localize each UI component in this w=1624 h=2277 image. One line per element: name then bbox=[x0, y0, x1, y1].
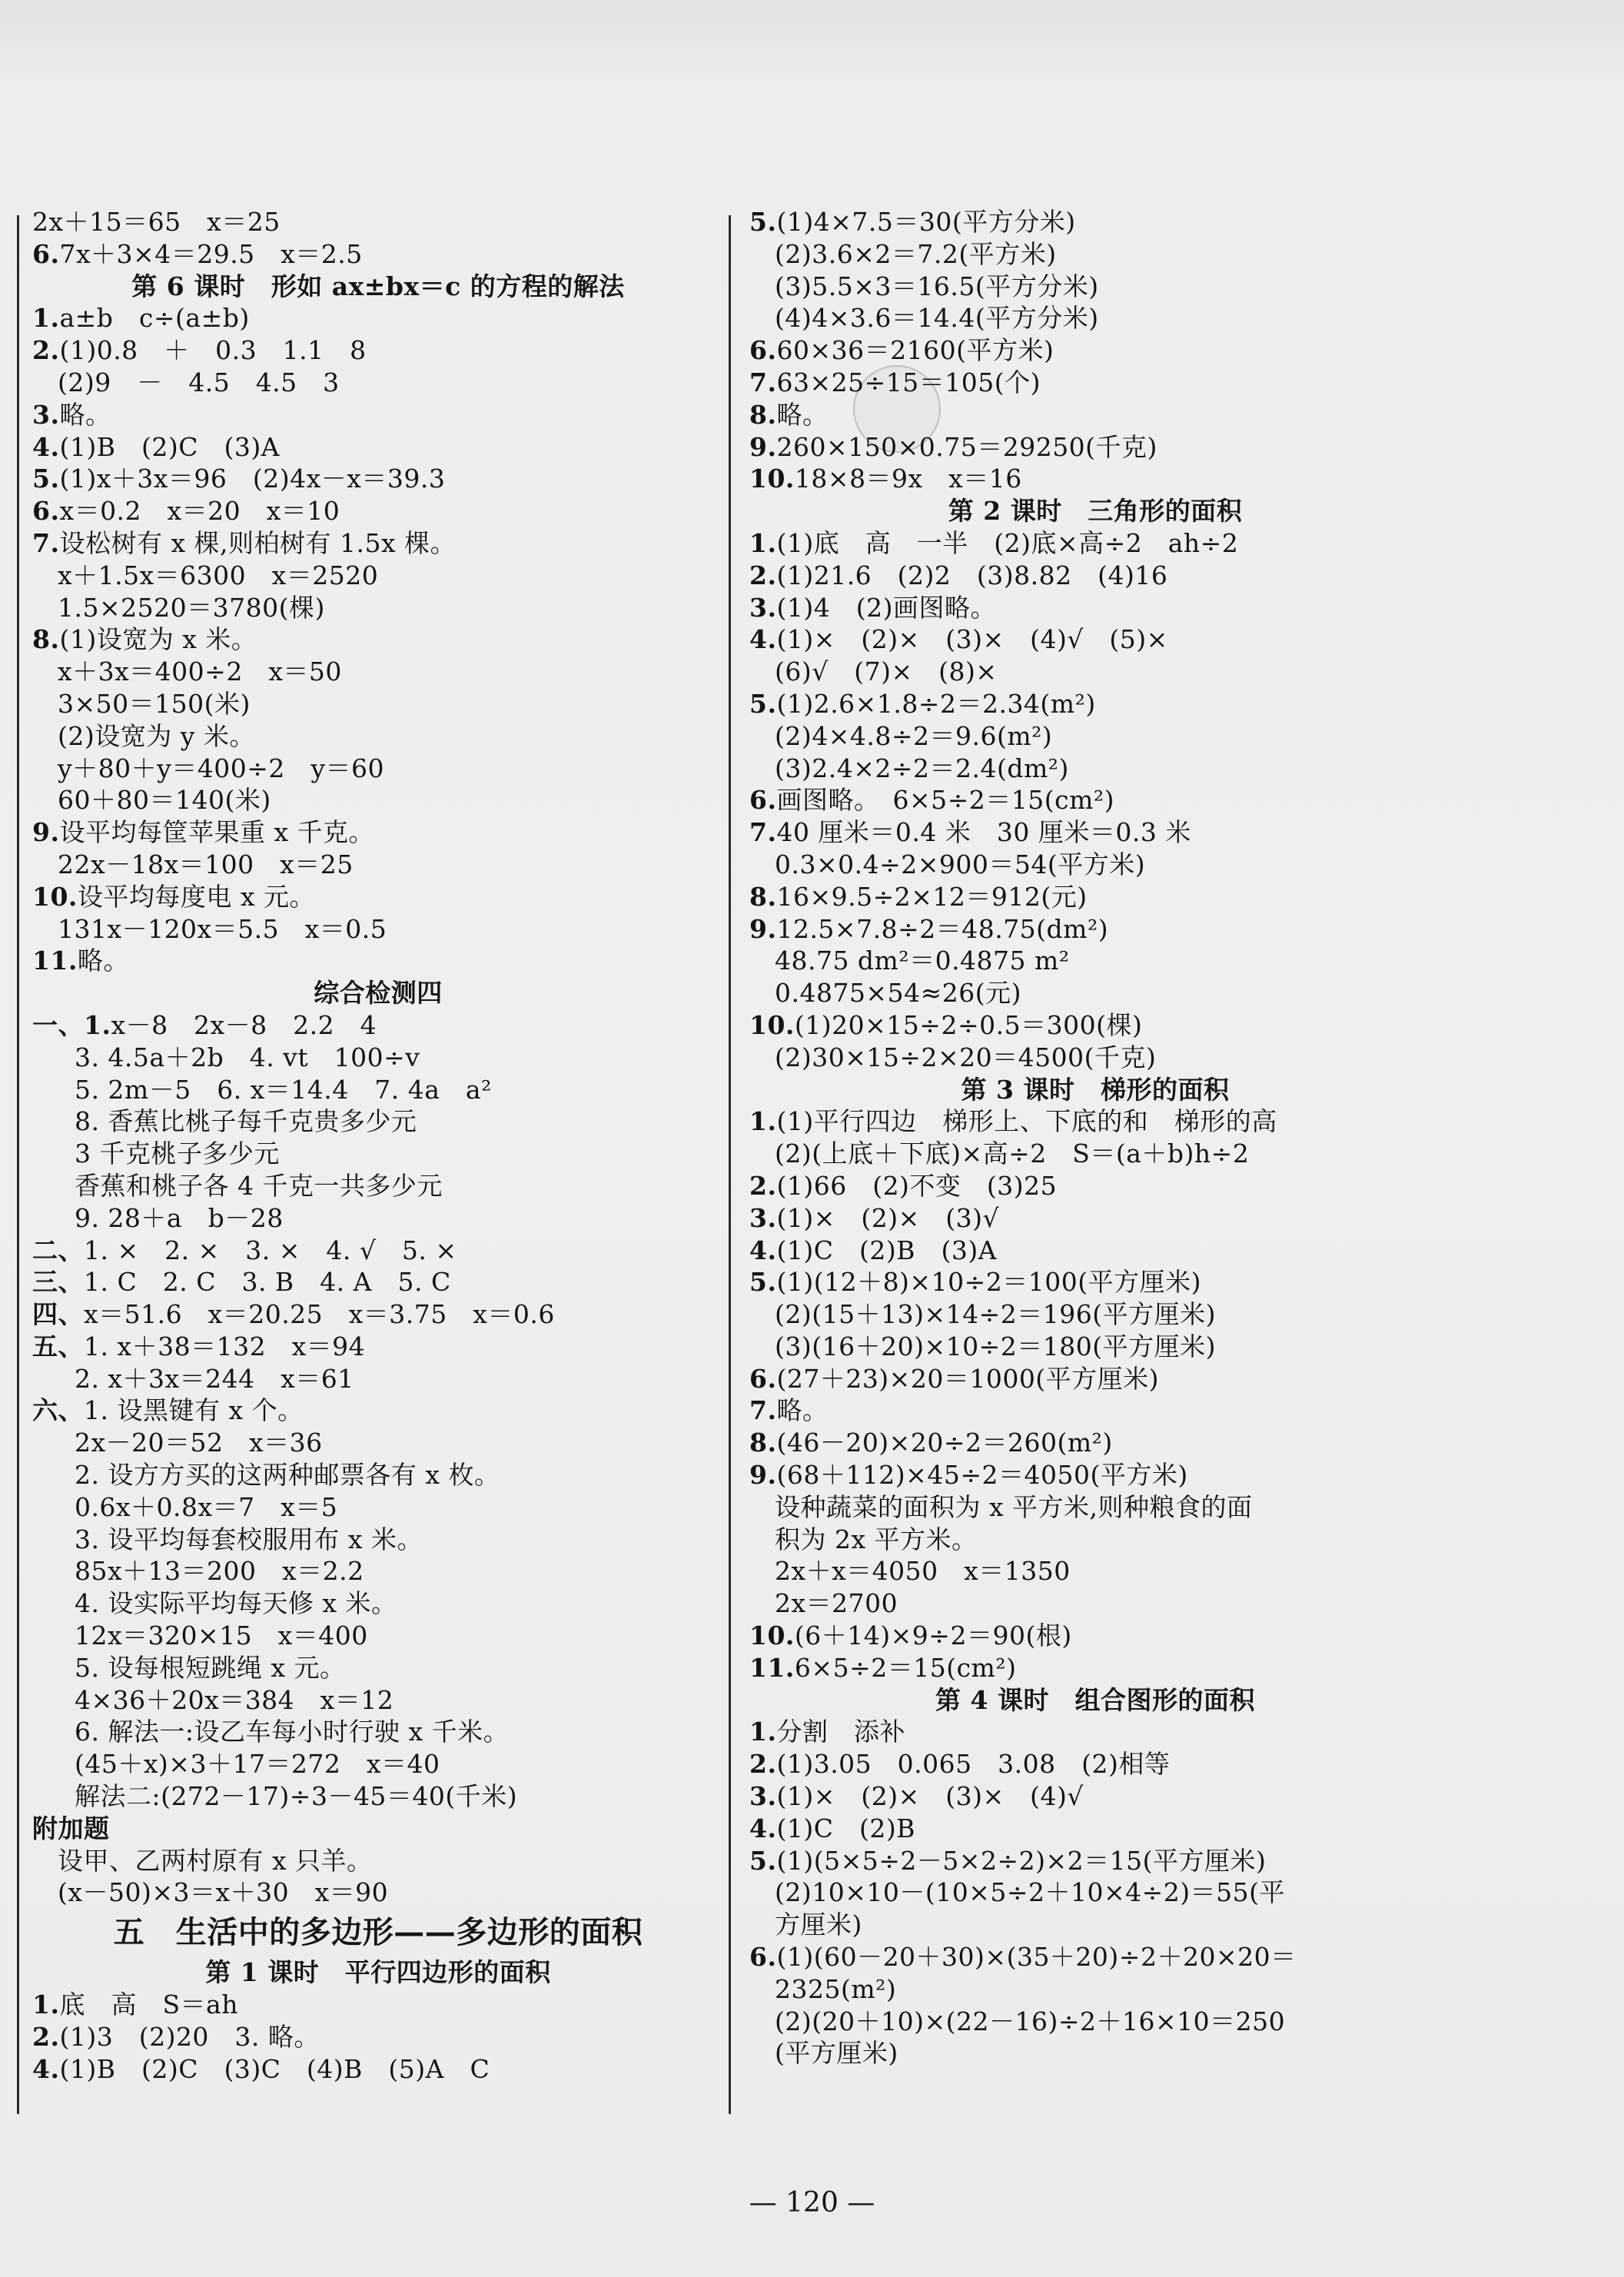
sub-heading: 附加题 bbox=[32, 1813, 110, 1843]
answer-text: 1. x＋38＝132 x＝94 bbox=[84, 1331, 366, 1361]
answer-text: (2)(上底＋下底)×高÷2 S＝(a＋b)h÷2 bbox=[749, 1138, 1250, 1169]
answer-text: 分割 添补 bbox=[776, 1717, 905, 1747]
answer-text: 2x－20＝52 x＝36 bbox=[32, 1428, 323, 1458]
answer-text: 设甲、乙两村原有 x 只羊。 bbox=[32, 1845, 373, 1876]
item-number: 1. bbox=[749, 527, 777, 558]
answer-text: 3. 设平均每套校服用布 x 米。 bbox=[32, 1524, 423, 1554]
answer-text: (1)(60－20＋30)×(35＋20)÷2＋20×20＝ bbox=[776, 1942, 1297, 1973]
answer-line bbox=[749, 367, 1441, 399]
answer-line bbox=[749, 816, 1441, 849]
answer-text: (2)(15＋13)×14÷2＝196(平方厘米) bbox=[749, 1299, 1216, 1330]
answer-line bbox=[32, 849, 724, 881]
answer-line bbox=[749, 206, 1441, 238]
answer-line bbox=[32, 560, 724, 592]
answer-line bbox=[32, 1105, 724, 1138]
answer-line bbox=[32, 334, 724, 367]
answer-text: 12.5×7.8÷2＝48.75(dm²) bbox=[776, 913, 1109, 944]
item-number: 9. bbox=[749, 431, 777, 462]
answer-text: 6. 解法一:设乙车每小时行驶 x 千米。 bbox=[32, 1717, 510, 1747]
answer-line bbox=[749, 271, 1441, 303]
answer-line bbox=[749, 1042, 1441, 1074]
answer-text: (1)21.6 (2)2 (3)8.82 (4)16 bbox=[776, 560, 1168, 590]
answer-line bbox=[749, 238, 1441, 271]
answer-line bbox=[32, 623, 724, 656]
answer-text: (4)4×3.6＝14.4(平方分米) bbox=[749, 303, 1099, 334]
section-heading: 第 1 课时 平行四边形的面积 bbox=[205, 1957, 551, 1988]
answer-text: x－8 2x－8 2.2 4 bbox=[111, 1009, 377, 1040]
answer-line bbox=[32, 1202, 724, 1235]
answer-text: (3)5.5×3＝16.5(平方分米) bbox=[749, 271, 1099, 301]
answer-line bbox=[749, 527, 1441, 560]
answer-line bbox=[749, 1235, 1441, 1267]
answer-line bbox=[749, 1105, 1441, 1138]
item-number: 9. bbox=[32, 817, 60, 848]
item-number: 11. bbox=[32, 946, 78, 976]
answer-line bbox=[749, 1716, 1441, 1748]
item-number: 2. bbox=[32, 335, 60, 366]
item-number: 5. bbox=[749, 688, 777, 719]
answer-line bbox=[32, 1266, 724, 1298]
answer-text: (1)× (2)× (3)√ bbox=[776, 1202, 1000, 1233]
item-number: 7. bbox=[749, 367, 777, 397]
answer-text: 2x＋x＝4050 x＝1350 bbox=[749, 1556, 1071, 1587]
answer-line bbox=[32, 1555, 724, 1587]
section-heading: 第 4 课时 组合图形的面积 bbox=[935, 1684, 1255, 1715]
answer-line bbox=[32, 1331, 724, 1363]
item-number: 一、1. bbox=[32, 1009, 111, 1040]
item-number: 3. bbox=[749, 592, 777, 623]
answer-text: (1)2.6×1.8÷2＝2.34(m²) bbox=[776, 688, 1096, 719]
answer-text: (平方厘米) bbox=[749, 2038, 898, 2069]
answer-text: 9. 28＋a b－28 bbox=[32, 1202, 284, 1233]
answer-text: (2)10×10－(10×5÷2＋10×4÷2)＝55(平 bbox=[749, 1877, 1286, 1908]
answer-line bbox=[749, 1459, 1441, 1491]
answer-text: (1)0.8 ＋ 0.3 1.1 8 bbox=[59, 335, 367, 366]
answer-text: 3. 4.5a＋2b 4. vt 100÷v bbox=[32, 1042, 420, 1072]
answer-line bbox=[749, 1973, 1441, 2006]
answer-line bbox=[32, 2021, 724, 2053]
answer-line bbox=[32, 1042, 724, 1074]
answer-text: 4. 设实际平均每天修 x 米。 bbox=[32, 1588, 397, 1619]
answer-text: x＋3x＝400÷2 x＝50 bbox=[32, 657, 342, 687]
answer-text: (1)平行四边 梯形上、下底的和 梯形的高 bbox=[776, 1106, 1277, 1137]
answer-text: 1.5×2520＝3780(棵) bbox=[32, 592, 325, 623]
answer-line bbox=[32, 463, 724, 495]
answer-text: (1)(5×5÷2－5×2÷2)×2＝15(平方厘米) bbox=[776, 1845, 1267, 1876]
answer-line bbox=[32, 1780, 724, 1813]
answer-text: 0.4875×54≈26(元) bbox=[749, 978, 1021, 1009]
answer-line bbox=[749, 977, 1441, 1009]
answer-line bbox=[32, 1989, 724, 2021]
answer-line bbox=[749, 2037, 1441, 2069]
answer-line bbox=[749, 720, 1441, 753]
answer-line bbox=[749, 431, 1441, 464]
answer-text: (2)30×15÷2×20＝4500(千克) bbox=[749, 1042, 1157, 1072]
answer-text: 18×8＝9x x＝16 bbox=[794, 464, 1022, 494]
answer-line bbox=[32, 720, 724, 753]
answer-line bbox=[749, 849, 1441, 881]
answer-text: (1)× (2)× (3)× (4)√ bbox=[776, 1781, 1084, 1812]
answer-text: 设松树有 x 棵,则柏树有 1.5x 棵。 bbox=[59, 527, 457, 558]
answer-line bbox=[32, 1138, 724, 1170]
answer-line bbox=[32, 302, 724, 334]
item-number: 4. bbox=[749, 1235, 777, 1265]
answer-line bbox=[749, 1748, 1441, 1780]
section-heading: 第 2 课时 三角形的面积 bbox=[948, 496, 1243, 527]
answer-line bbox=[32, 1684, 724, 1717]
answer-text: (2)(20＋10)×(22－16)÷2＋16×10＝250 bbox=[749, 2006, 1286, 2036]
answer-text: x＝51.6 x＝20.25 x＝3.75 x＝0.6 bbox=[84, 1299, 555, 1330]
answer-text: 8. 香蕉比桃子每千克贵多少元 bbox=[32, 1106, 417, 1137]
answer-line bbox=[32, 656, 724, 688]
item-number: 6. bbox=[749, 335, 777, 366]
item-number: 6. bbox=[749, 785, 777, 816]
answer-text: 底 高 S＝ah bbox=[59, 1989, 238, 2020]
answer-text: 131x－120x＝5.5 x＝0.5 bbox=[32, 913, 387, 944]
answer-text: 0.3×0.4÷2×900＝54(平方米) bbox=[749, 849, 1146, 879]
item-number: 3. bbox=[749, 1781, 777, 1812]
item-number: 10. bbox=[749, 464, 795, 494]
answer-line bbox=[749, 1394, 1441, 1427]
item-number: 六、 bbox=[32, 1395, 84, 1426]
answer-text: 解法二:(272－17)÷3－45＝40(千米) bbox=[32, 1781, 518, 1812]
item-number: 四、 bbox=[32, 1299, 84, 1330]
answer-text: 4×36＋20x＝384 x＝12 bbox=[32, 1684, 394, 1715]
item-number: 7. bbox=[749, 817, 777, 848]
answer-text: x＝0.2 x＝20 x＝10 bbox=[59, 496, 340, 527]
item-number: 7. bbox=[32, 527, 60, 558]
answer-text: (1)4×7.5＝30(平方分米) bbox=[776, 207, 1076, 237]
item-number: 1. bbox=[749, 1717, 777, 1747]
item-number: 五、 bbox=[32, 1331, 84, 1361]
item-number: 4. bbox=[749, 1813, 777, 1843]
answer-line bbox=[32, 1074, 724, 1106]
page-number: — 120 — bbox=[749, 2187, 875, 2219]
answer-text: (1)C (2)B bbox=[776, 1813, 915, 1843]
item-number: 8. bbox=[749, 881, 777, 912]
answer-text: (1)× (2)× (3)× (4)√ (5)× bbox=[776, 624, 1168, 655]
answer-line bbox=[749, 945, 1441, 977]
column-divider bbox=[729, 215, 731, 2114]
item-number: 10. bbox=[749, 1620, 795, 1651]
item-number: 6. bbox=[32, 238, 60, 269]
item-number: 4. bbox=[32, 431, 60, 462]
answer-line bbox=[749, 1813, 1441, 1845]
item-number: 二、 bbox=[32, 1235, 84, 1265]
item-number: 1. bbox=[32, 303, 60, 334]
answer-line bbox=[32, 881, 724, 913]
answer-text: 2. x＋3x＝244 x＝61 bbox=[32, 1363, 354, 1394]
item-number: 2. bbox=[749, 560, 777, 590]
answer-text: (2)设宽为 y 米。 bbox=[32, 720, 255, 751]
answer-line bbox=[32, 1524, 724, 1556]
item-number: 10. bbox=[749, 1009, 795, 1040]
answer-text: 12x＝320×15 x＝400 bbox=[32, 1620, 368, 1651]
answer-line bbox=[32, 1170, 724, 1202]
answer-text: y＋80＋y＝400÷2 y＝60 bbox=[32, 753, 385, 783]
item-number: 10. bbox=[32, 881, 78, 912]
answer-line bbox=[749, 1941, 1441, 1973]
answer-line bbox=[749, 784, 1441, 816]
item-number: 4. bbox=[32, 2053, 60, 2084]
item-number: 8. bbox=[749, 1428, 777, 1458]
item-number: 6. bbox=[32, 496, 60, 527]
item-number: 7. bbox=[749, 1395, 777, 1426]
answer-line bbox=[32, 1009, 724, 1042]
item-number: 2. bbox=[32, 2021, 60, 2052]
answer-line bbox=[32, 1235, 724, 1267]
answer-text: 7x＋3×4＝29.5 x＝2.5 bbox=[59, 238, 363, 269]
answer-line bbox=[749, 1009, 1441, 1042]
answer-text: (46－20)×20÷2＝260(m²) bbox=[776, 1428, 1113, 1458]
answer-line bbox=[32, 688, 724, 720]
answer-line bbox=[749, 1845, 1441, 1877]
answer-line bbox=[32, 945, 724, 977]
answer-text: 设平均每筐苹果重 x 千克。 bbox=[59, 817, 375, 848]
answer-text: 60＋80＝140(米) bbox=[32, 785, 271, 816]
answer-line bbox=[32, 399, 724, 431]
answer-line bbox=[749, 753, 1441, 785]
answer-text: 85x＋13＝200 x＝2.2 bbox=[32, 1556, 364, 1587]
answer-text: 3 千克桃子多少元 bbox=[32, 1138, 280, 1169]
item-number: 5. bbox=[32, 464, 60, 494]
item-number: 2. bbox=[749, 1170, 777, 1201]
answer-text: 设种蔬菜的面积为 x 平方米,则种粮食的面 bbox=[749, 1491, 1253, 1522]
answer-text: (1)C (2)B (3)A bbox=[776, 1235, 998, 1265]
item-number: 8. bbox=[749, 399, 777, 430]
answer-line bbox=[32, 1587, 724, 1620]
answer-line bbox=[749, 1363, 1441, 1395]
answer-text: 6×5÷2＝15(cm²) bbox=[794, 1652, 1017, 1683]
answer-line bbox=[749, 1876, 1441, 1909]
answer-line bbox=[749, 399, 1441, 431]
unit-heading: 五 生活中的多边形——多边形的面积 bbox=[113, 1914, 643, 1951]
answer-line bbox=[749, 334, 1441, 367]
answer-line bbox=[749, 1780, 1441, 1813]
answer-text: 0.6x＋0.8x＝7 x＝5 bbox=[32, 1491, 338, 1522]
item-number: 5. bbox=[749, 1845, 777, 1876]
answer-text: 260×150×0.75＝29250(千克) bbox=[776, 431, 1157, 462]
answer-text: 3×50＝150(米) bbox=[32, 688, 251, 719]
answer-text: (1)设宽为 x 米。 bbox=[59, 624, 257, 655]
answer-text: 2325(m²) bbox=[749, 1973, 897, 2004]
answer-line bbox=[749, 1170, 1441, 1202]
answer-line bbox=[32, 1298, 724, 1331]
answer-text: (6＋14)×9÷2＝90(根) bbox=[794, 1620, 1072, 1651]
answer-text: (1)3 (2)20 3. 略。 bbox=[59, 2021, 320, 2052]
item-number: 4. bbox=[749, 624, 777, 655]
item-number: 1. bbox=[749, 1106, 777, 1137]
answer-line bbox=[749, 592, 1441, 624]
item-number: 1. bbox=[32, 1989, 60, 2020]
answer-line bbox=[32, 784, 724, 816]
item-number: 9. bbox=[749, 913, 777, 944]
answer-line bbox=[32, 816, 724, 849]
answer-text: 积为 2x 平方米。 bbox=[749, 1524, 978, 1554]
answer-line bbox=[749, 656, 1441, 688]
answer-text: a±b c÷(a±b) bbox=[59, 303, 250, 334]
item-number: 3. bbox=[32, 399, 60, 430]
answer-line bbox=[749, 1587, 1441, 1620]
section-heading: 综合检测四 bbox=[314, 978, 443, 1009]
answer-line bbox=[749, 463, 1441, 495]
left-column bbox=[32, 206, 724, 2085]
answer-line bbox=[32, 753, 724, 785]
left-margin-rule bbox=[17, 215, 19, 2114]
item-number: 5. bbox=[749, 207, 777, 237]
answer-text: 2x＋15＝65 x＝25 bbox=[32, 207, 281, 237]
item-number: 6. bbox=[749, 1363, 777, 1394]
answer-text: 1. 设黑键有 x 个。 bbox=[84, 1395, 304, 1426]
answer-text: (2)3.6×2＝7.2(平方米) bbox=[749, 238, 1057, 269]
item-number: 2. bbox=[749, 1749, 777, 1780]
answer-text: (1)(12＋8)×10÷2＝100(平方厘米) bbox=[776, 1267, 1201, 1298]
answer-line bbox=[32, 592, 724, 624]
item-number: 三、 bbox=[32, 1267, 84, 1298]
answer-text: (6)√ (7)× (8)× bbox=[749, 657, 998, 687]
answer-text: 画图略。 6×5÷2＝15(cm²) bbox=[776, 785, 1114, 816]
right-column bbox=[749, 206, 1441, 2069]
answer-line bbox=[749, 1298, 1441, 1331]
answer-line bbox=[32, 1394, 724, 1427]
answer-line bbox=[32, 1363, 724, 1395]
answer-line bbox=[32, 1716, 724, 1748]
answer-line bbox=[749, 881, 1441, 913]
answer-text: (68＋112)×45÷2＝4050(平方米) bbox=[776, 1460, 1188, 1491]
answer-line bbox=[32, 206, 724, 238]
answer-line bbox=[32, 1491, 724, 1524]
answer-text: (1)66 (2)不变 (3)25 bbox=[776, 1170, 1058, 1201]
answer-line bbox=[749, 302, 1441, 334]
answer-line bbox=[749, 1491, 1441, 1524]
answer-line bbox=[32, 2053, 724, 2086]
answer-text: 16×9.5÷2×12＝912(元) bbox=[776, 881, 1088, 912]
answer-line bbox=[749, 1202, 1441, 1235]
answer-text: (x－50)×3＝x＋30 x＝90 bbox=[32, 1877, 389, 1908]
answer-line bbox=[32, 238, 724, 271]
answer-line bbox=[32, 913, 724, 946]
answer-text: (1)20×15÷2÷0.5＝300(棵) bbox=[794, 1009, 1143, 1040]
answer-text: 2. 设方方买的这两种邮票各有 x 枚。 bbox=[32, 1460, 500, 1491]
section-heading: 第 3 课时 梯形的面积 bbox=[961, 1074, 1230, 1105]
answer-text: 2x＝2700 bbox=[749, 1588, 898, 1619]
item-number: 8. bbox=[32, 624, 60, 655]
answer-text: (1)B (2)C (3)A bbox=[59, 431, 281, 462]
answer-text: 香蕉和桃子各 4 千克一共多少元 bbox=[32, 1170, 443, 1201]
answer-text: (45＋x)×3＋17＝272 x＝40 bbox=[32, 1749, 440, 1780]
answer-text: (27＋23)×20＝1000(平方厘米) bbox=[776, 1363, 1160, 1394]
answer-text: 22x－18x＝100 x＝25 bbox=[32, 849, 354, 879]
answer-text: 60×36＝2160(平方米) bbox=[776, 335, 1054, 366]
item-number: 6. bbox=[749, 1942, 777, 1973]
answer-text: x＋1.5x＝6300 x＝2520 bbox=[32, 560, 379, 590]
answer-line bbox=[749, 688, 1441, 720]
answer-line bbox=[32, 1427, 724, 1459]
answer-text: 略。 bbox=[59, 399, 111, 430]
answer-line bbox=[749, 1524, 1441, 1556]
item-number: 9. bbox=[749, 1460, 777, 1491]
answer-text: (1)x＋3x＝96 (2)4x－x＝39.3 bbox=[59, 464, 446, 494]
answer-text: 略。 bbox=[77, 946, 129, 976]
answer-line bbox=[32, 495, 724, 527]
answer-line bbox=[32, 1652, 724, 1684]
answer-line bbox=[32, 1876, 724, 1909]
answer-line bbox=[749, 1427, 1441, 1459]
answer-line bbox=[32, 431, 724, 464]
answer-text: 5. 设每根短跳绳 x 元。 bbox=[32, 1652, 346, 1683]
answer-text: 方厘米) bbox=[749, 1910, 862, 1940]
answer-text: 设平均每度电 x 元。 bbox=[77, 881, 316, 912]
answer-text: (1)B (2)C (3)C (4)B (5)A C bbox=[59, 2053, 490, 2084]
answer-line bbox=[32, 1620, 724, 1652]
item-number: 5. bbox=[749, 1267, 777, 1298]
answer-text: 48.75 dm²＝0.4875 m² bbox=[749, 946, 1070, 976]
answer-line bbox=[749, 1138, 1441, 1170]
answer-text: 1. C 2. C 3. B 4. A 5. C bbox=[84, 1267, 451, 1298]
answer-line bbox=[32, 1459, 724, 1491]
answer-text: 5. 2m－5 6. x＝14.4 7. 4a a² bbox=[32, 1074, 492, 1105]
answer-line bbox=[749, 1331, 1441, 1363]
answer-line bbox=[749, 1266, 1441, 1298]
answer-line bbox=[749, 560, 1441, 592]
answer-text: (2)9 － 4.5 4.5 3 bbox=[32, 367, 340, 397]
answer-text: (1)底 高 一半 (2)底×高÷2 ah÷2 bbox=[776, 527, 1239, 558]
section-heading: 第 6 课时 形如 ax±bx＝c 的方程的解法 bbox=[131, 271, 625, 301]
answer-text: 略。 bbox=[776, 1395, 829, 1426]
answer-text: (1)4 (2)画图略。 bbox=[776, 592, 996, 623]
answer-line bbox=[32, 367, 724, 399]
answer-text: 40 厘米＝0.4 米 30 厘米＝0.3 米 bbox=[776, 817, 1191, 848]
answer-text: 略。 bbox=[776, 399, 829, 430]
answer-text: (2)4×4.8÷2＝9.6(m²) bbox=[749, 720, 1053, 751]
item-number: 11. bbox=[749, 1652, 795, 1683]
answer-line bbox=[749, 2006, 1441, 2038]
answer-line bbox=[749, 913, 1441, 946]
item-number: 3. bbox=[749, 1202, 777, 1233]
answer-line bbox=[749, 1652, 1441, 1684]
answer-line bbox=[32, 1845, 724, 1877]
answer-line bbox=[749, 1620, 1441, 1652]
answer-line bbox=[749, 1555, 1441, 1587]
answer-text: (3)2.4×2÷2＝2.4(dm²) bbox=[749, 753, 1069, 783]
answer-text: (1)3.05 0.065 3.08 (2)相等 bbox=[776, 1749, 1171, 1780]
answer-line bbox=[749, 1909, 1441, 1941]
answer-line bbox=[749, 623, 1441, 656]
answer-text: 1. × 2. × 3. × 4. √ 5. × bbox=[84, 1235, 457, 1265]
answer-text: 63×25÷15＝105(个) bbox=[776, 367, 1041, 397]
answer-line bbox=[32, 1748, 724, 1780]
answer-line bbox=[32, 527, 724, 560]
answer-text: (3)(16＋20)×10÷2＝180(平方厘米) bbox=[749, 1331, 1216, 1361]
